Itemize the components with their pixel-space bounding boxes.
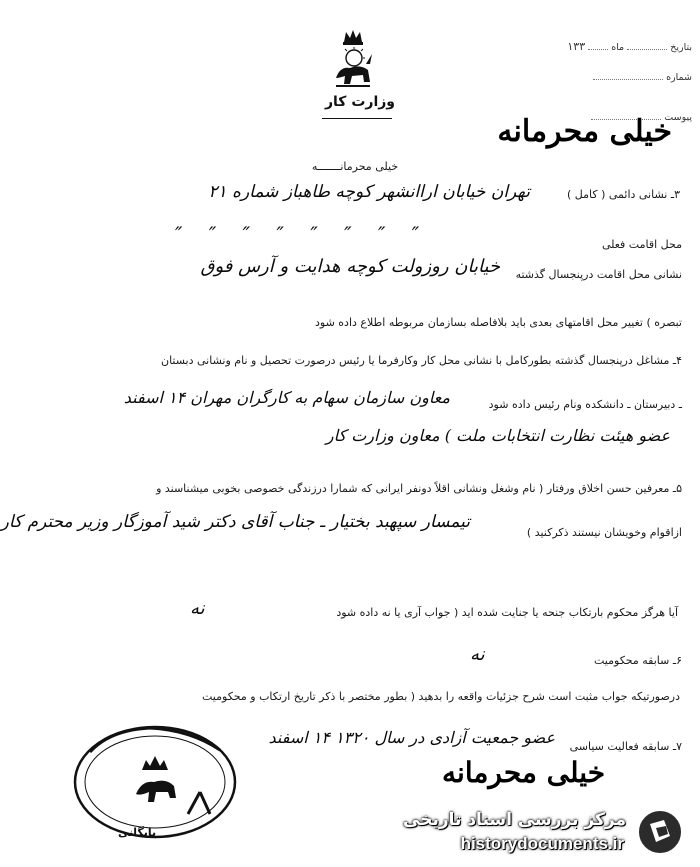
number-field xyxy=(572,72,692,83)
confidential-stamp-bottom: خیلی محرمانه xyxy=(442,756,605,789)
watermark-name: مرکز بررسی اسناد تاریخی xyxy=(403,810,626,830)
seal-signature: بایگانی xyxy=(118,826,157,839)
watermark-url: historydocuments.ir xyxy=(460,834,624,853)
confidential-stamp-top: خیلی محرمانه xyxy=(497,114,672,149)
q5-answer: تیمسار سپهبد بختیار ـ جناب آقای دکتر شید آموزگار وزیر محترم کار xyxy=(0,512,470,532)
ditto-marks: ″ ″ ″ ″ ″ ″ ″ ″ xyxy=(175,222,430,246)
archive-seal-icon xyxy=(70,722,240,842)
q4-answer: معاون سازمان سهام به کارگران مهران ۱۴ اسفند xyxy=(123,388,450,407)
ministry-underline xyxy=(322,118,392,119)
residence-label: محل اقامت فعلی xyxy=(601,238,682,251)
year-value: ۱۳۳ xyxy=(567,40,586,53)
q6-answer: نه xyxy=(470,644,485,665)
month-label: ماه xyxy=(611,42,625,53)
number-label: شماره xyxy=(666,72,692,83)
q4-text: ۴ـ مشاغل درپنجسال گذشته بطورکامل با نشانی محل کار وکارفرما یا رئیس درصورت تحصیل و نام ونشانی دبستان xyxy=(161,354,682,367)
ministry-title: وزارت کار xyxy=(324,94,396,110)
past-residence-answer: خیابان روزولت کوچه هدایت و آرس فوق xyxy=(200,256,500,277)
conviction-answer: نه xyxy=(190,598,205,619)
q4-answer-line2: عضو هیئت نظارت انتخابات ملت ) معاون وزارت کار xyxy=(325,426,670,445)
q4-line2: ـ دبیرستان ـ دانشکده ونام رئیس داده شود xyxy=(488,398,682,411)
attachment-label: پیوست xyxy=(664,112,692,123)
royal-emblem-icon xyxy=(330,28,376,90)
q3-answer: تهران خیابان اراانشهر کوچه طاهباز شماره ۲۱ xyxy=(208,182,530,202)
q3-label: ۳ـ نشانی دائمی ( کامل ) xyxy=(566,188,680,201)
past-residence-label: نشانی محل اقامت درپنجسال گذشته xyxy=(515,268,682,281)
date-label: بتاریخ xyxy=(670,42,692,53)
date-field xyxy=(512,40,692,53)
subheading: خیلی محرمانـــــــه xyxy=(311,160,399,173)
q6-label: ۶ـ سابقه محکومیت xyxy=(594,654,682,667)
note-text: تبصره ) تغییر محل اقامتهای بعدی باید بلافاصله بسازمان مربوطه اطلاع داده شود xyxy=(315,316,682,329)
q6-explanation: درصورتیکه جواب مثبت است شرح جزئیات واقعه را بدهید ( بطور مختصر با ذکر تاریخ ارتکاب و محکومیت xyxy=(202,690,680,703)
q7-label: ۷ـ سابقه فعالیت سیاسی xyxy=(569,740,682,753)
conviction-question: آیا هرگز محکوم بارتکاب جنحه یا جنایت شده اید ( جواب آری یا نه داده شود xyxy=(336,606,678,619)
q5-line2: ازاقوام وخویشان نیستند ذکرکنید ) xyxy=(526,526,682,539)
q5-text: ۵ـ معرفین حسن اخلاق ورفتار ( نام وشغل ونشانی اقلاً دونفر ایرانی که شمارا درزندگی خصوصی بخوبی میشناسند و xyxy=(156,482,682,495)
q7-answer: عضو جمعیت آزادی در سال ۱۳۲۰ ۱۴ اسفند xyxy=(268,728,555,747)
watermark-logo-icon xyxy=(634,806,686,858)
